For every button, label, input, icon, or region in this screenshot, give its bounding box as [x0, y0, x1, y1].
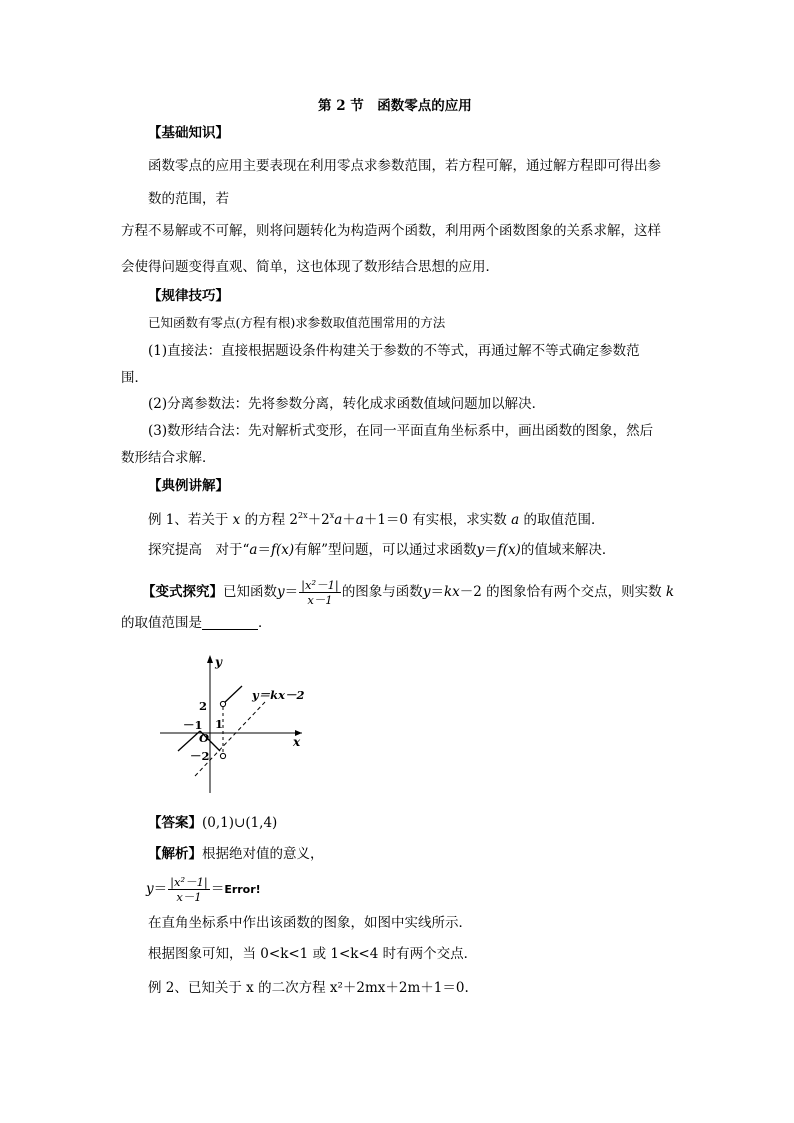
variant-fraction: $\frac{\text{|x²－1|}}{x-1}$: [301, 578, 339, 607]
analysis-line-3: 在直角坐标系中作出该函数的图象，如图中实线所示．: [148, 915, 472, 931]
answer-blank: [202, 615, 258, 630]
analysis-formula: y＝ $\frac{\text{|x²－1|}}{x-1}$ ＝Error!: [146, 875, 261, 904]
tick-1: 1: [215, 717, 224, 731]
page-title: 第 2 节 函数零点的应用: [318, 98, 472, 114]
graph-branch-right: [223, 686, 242, 704]
section-basic-knowledge: 【基础知识】: [148, 125, 229, 141]
function-graph: [150, 645, 330, 795]
tips-intro: 已知函数有零点(方程有根)求参数取值范围常用的方法: [148, 315, 446, 330]
tick-neg1: －1: [183, 718, 203, 732]
origin-label: O: [199, 731, 210, 745]
basic-line-1: 函数零点的应用主要表现在利用零点求参数范围，若方程可解，通过解方程即可得出参: [148, 158, 661, 174]
section-rules-tips: 【规律技巧】: [148, 288, 229, 304]
line-label: y＝kx－2: [252, 688, 305, 702]
section-examples: 【典例讲解】: [148, 478, 229, 494]
y-axis-arrow-icon: [207, 655, 213, 663]
answer-line: 【答案】(0,1)∪(1,4): [148, 815, 278, 831]
tips-method-1a: (1)直接法：直接根据题设条件构建关于参数的不等式，再通过解不等式确定参数范: [148, 343, 640, 359]
open-point-lower: [220, 753, 225, 758]
example-2: 例 2、已知关于 x 的二次方程 x²＋2mx＋2m＋1＝0.: [148, 980, 469, 996]
basic-line-2: 数的范围，若: [148, 191, 229, 207]
open-point-upper: [220, 701, 225, 706]
variant-line-2: 的取值范围是 ．: [121, 615, 272, 631]
tick-2: 2: [199, 699, 208, 713]
variant-problem: 【变式探究】已知函数y＝ $\frac{\text{|x²－1|}}{x-1}$ 的图象与函数y＝kx－2 的图象恰有两个交点，则实数 k: [142, 578, 675, 607]
analysis-line-4: 根据图象可知，当 0<k<1 或 1<k<4 时有两个交点．: [148, 946, 478, 962]
tips-method-3a: (3)数形结合法：先对解析式变形，在同一平面直角坐标系中，画出函数的图象，然后: [148, 423, 654, 439]
example-1: 例 1、若关于 x 的方程 $2^{2x}+2^xa+a+1=0$ 有实根，求实数 a 的取值范围．: [148, 511, 605, 528]
analysis-line-1: 【解析】根据绝对值的意义，: [148, 846, 324, 862]
graph-branch-left: [178, 731, 200, 751]
x-axis-label: x: [293, 735, 301, 749]
tips-method-2: (2)分离参数法：先将参数分离，转化成求函数值域问题加以解决．: [148, 396, 546, 412]
tick-neg2: －2: [190, 749, 210, 763]
tips-method-1b: 围．: [121, 370, 148, 386]
explore-note: 探究提高 对于“a＝f(x)有解”型问题，可以通过求函数y＝f(x)的值域来解决．: [148, 542, 616, 558]
basic-line-3: 方程不易解或不可解，则将问题转化为构造两个函数，利用两个函数图象的关系求解，这样: [121, 223, 661, 239]
y-axis-label: y: [215, 655, 222, 669]
basic-line-4: 会使得问题变得直观、简单，这也体现了数形结合思想的应用．: [121, 259, 499, 275]
analysis-fraction: $\frac{\text{|x²－1|}}{x-1}$: [170, 875, 208, 904]
tips-method-3b: 数形结合求解．: [121, 450, 216, 466]
